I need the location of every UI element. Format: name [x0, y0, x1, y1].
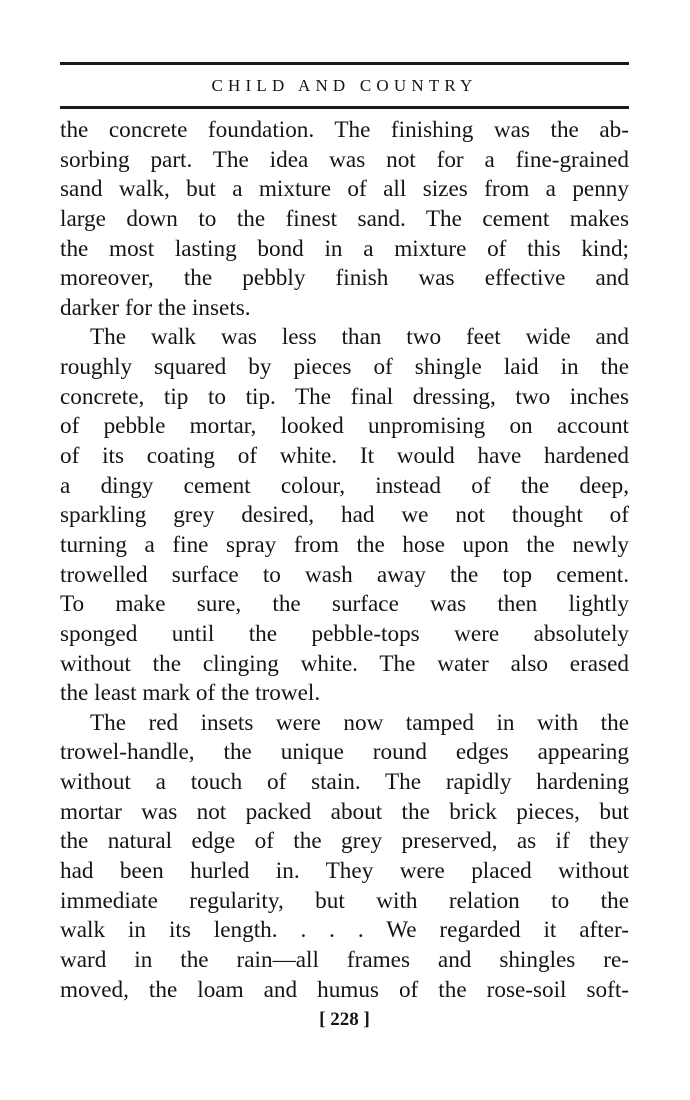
text-line: moved, the loam and humus of the rose-soil soft-	[60, 976, 629, 1003]
text-line: moreover, the pebbly finish was effective and	[60, 265, 629, 292]
text-line: sponged until the pebble-tops were absolutely	[60, 620, 629, 647]
text-line: roughly squared by pieces of shingle laid in the	[60, 354, 629, 381]
text-line: immediate regularity, but with relation to the	[60, 887, 629, 914]
text-line: of its coating of white. It would have hardened	[60, 443, 629, 470]
page-body	[60, 116, 629, 1005]
text-line: concrete, tip to tip. The final dressing, two inches	[60, 383, 629, 410]
text-line: mortar was not packed about the brick pieces, but	[60, 798, 629, 825]
paragraph-first-line: The walk was less than two feet wide and	[90, 324, 629, 351]
header-rule-bottom	[60, 106, 629, 109]
text-line: the concrete foundation. The finishing was the ab-	[60, 117, 629, 143]
paragraph-first-line: The red insets were now tamped in with the	[90, 709, 629, 736]
text-line: the natural edge of the grey preserved, as if they	[60, 828, 629, 855]
text-line: of pebble mortar, looked unpromising on account	[60, 413, 629, 440]
header-rule-top	[60, 62, 629, 65]
text-line: had been hurled in. They were placed without	[60, 858, 629, 885]
text-line: walk in its length. . . . We regarded it after-	[60, 917, 629, 944]
text-line: turning a fine spray from the hose upon the newly	[60, 531, 629, 558]
text-line: sparkling grey desired, had we not thought of	[60, 502, 629, 529]
text-line: sorbing part. The idea was not for a fine-grained	[60, 146, 629, 173]
text-line: sand walk, but a mixture of all sizes from a penny	[60, 176, 629, 203]
text-line: ward in the rain—all frames and shingles re-	[60, 946, 629, 973]
text-line: without a touch of stain. The rapidly hardening	[60, 769, 629, 796]
text-line: large down to the finest sand. The cement makes	[60, 205, 629, 232]
paragraph-last-line: darker for the insets.	[60, 294, 251, 321]
text-line: trowelled surface to wash away the top cement.	[60, 561, 629, 588]
text-line: To make sure, the surface was then lightly	[60, 591, 629, 618]
text-line: trowel-handle, the unique round edges appearing	[60, 739, 629, 766]
page-number: [ 228 ]	[319, 1009, 370, 1030]
text-line: without the clinging white. The water also erased	[60, 650, 629, 677]
running-head-title: CHILD AND COUNTRY	[211, 76, 478, 95]
text-line: a dingy cement colour, instead of the deep,	[60, 472, 629, 499]
text-line: the most lasting bond in a mixture of this kind;	[60, 235, 629, 262]
paragraph-last-line: the least mark of the trowel.	[60, 680, 321, 707]
